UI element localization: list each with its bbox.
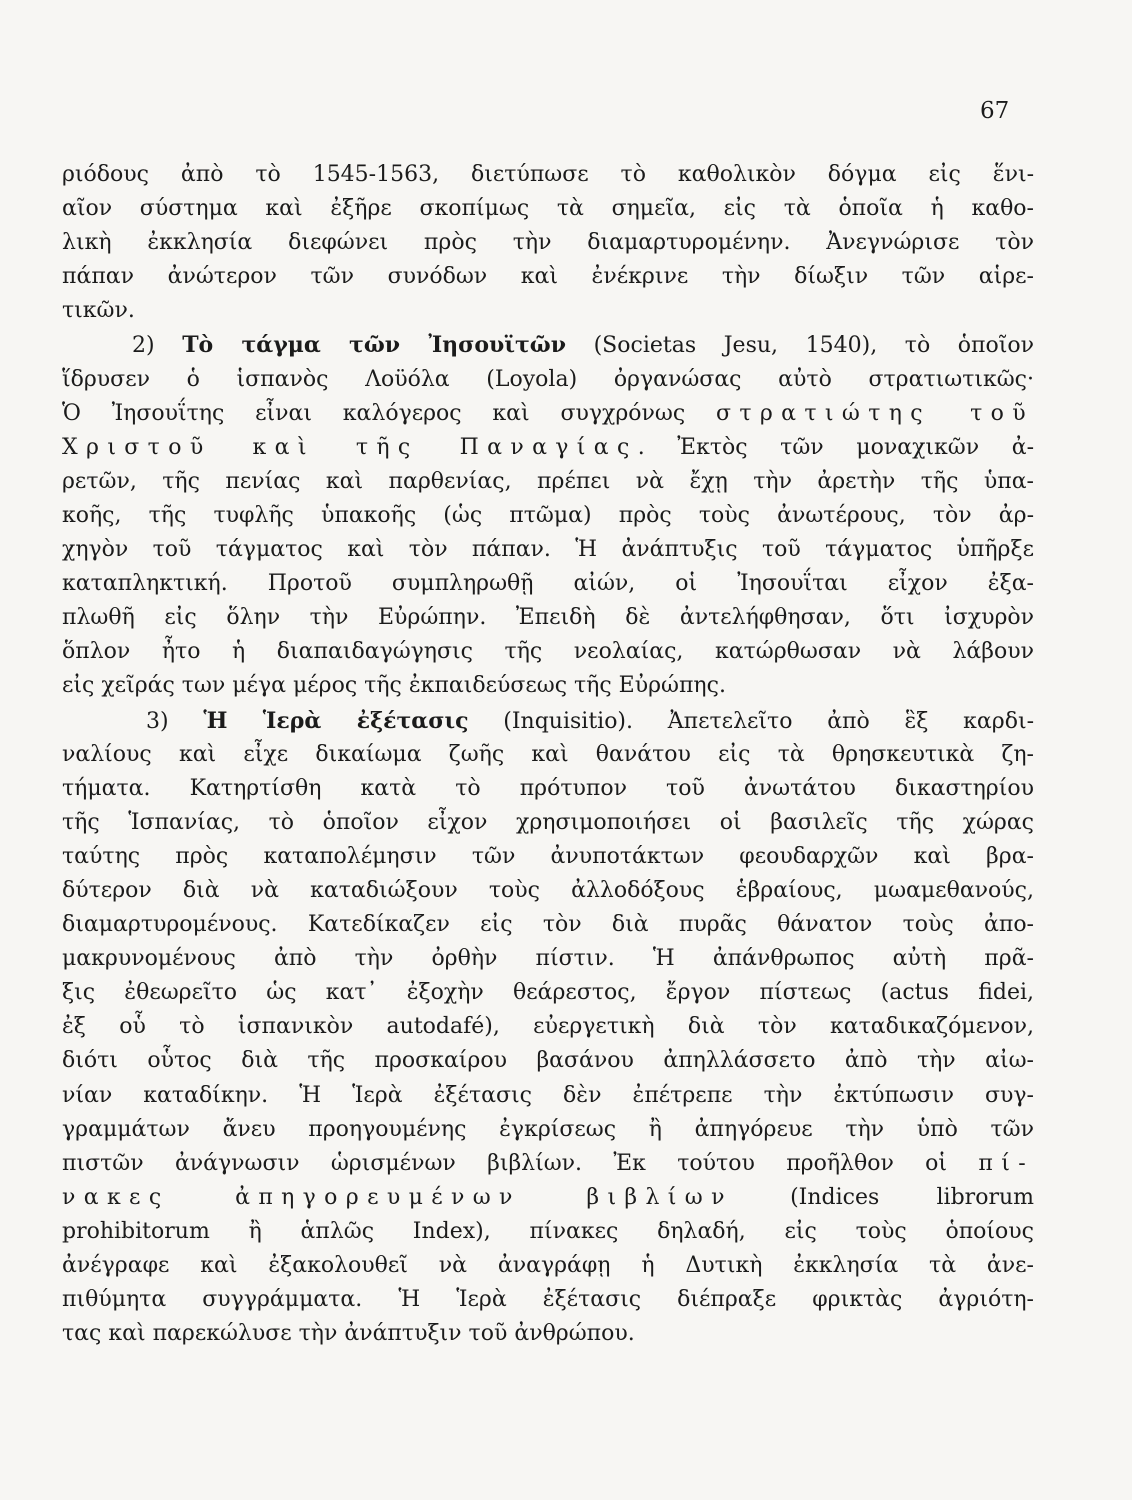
page-number: 67 (980, 98, 1010, 124)
text-line (62, 976, 1034, 1010)
text-line (62, 635, 1034, 669)
text-run: νίαν καταδίκην. Ἡ Ἱερὰ ἐξέτασις δὲν ἐπέτρεπε τὴν ἐκτύπωσιν συγ- (62, 1082, 1034, 1108)
text-line (62, 226, 1034, 260)
emphasized-text: Χριστοῦ καὶ τῆς Παναγίας (62, 434, 638, 460)
text-run: πλωθῆ εἰς ὅλην τὴν Εὐρώπην. Ἐπειδὴ δὲ ἀντελήφθησαν, ὅτι ἰσχυρὸν (62, 605, 1034, 631)
section-heading: Τὸ τάγμα τῶν Ἰησουϊτῶν (182, 332, 566, 359)
emphasized-text: νακες ἀπηγορευμένων βιβλίων (62, 1184, 733, 1210)
text-run: τήματα. Κατηρτίσθη κατὰ τὸ πρότυπον τοῦ ἀνωτάτου δικαστηρίου (62, 775, 1034, 801)
text-run: (Indices librorum (732, 1184, 1034, 1210)
text-line (62, 158, 1034, 192)
text-run: ναλίους καὶ εἶχε δικαίωμα ζωῆς καὶ θανάτου εἰς τὰ θρησκευτικὰ ζη- (62, 741, 1034, 767)
text-line (62, 499, 1034, 533)
text-run: διότι οὗτος διὰ τῆς προσκαίρου βασάνου ἀπηλλάσσετο ἀπὸ τὴν αἰω- (62, 1048, 1034, 1074)
text-line (62, 431, 1034, 465)
text-run: ταύτης πρὸς καταπολέμησιν τῶν ἀνυποτάκτων φεουδαρχῶν καὶ βρα- (62, 843, 1034, 869)
text-run: γραμμάτων ἄνευ προηγουμένης ἐγκρίσεως ἢ ἀπηγόρευε τὴν ὑπὸ τῶν (62, 1116, 1034, 1142)
text-run: δύτερον διὰ νὰ καταδιώξουν τοὺς ἀλλοδόξους ἑβραίους, μωαμεθανούς, (62, 877, 1034, 903)
text-run: τῆς Ἱσπανίας, τὸ ὁποῖον εἶχον χρησιμοποιήσει οἱ βασιλεῖς τῆς χώρας (62, 809, 1034, 835)
text-run: τας καὶ παρεκώλυσε τὴν ἀνάπτυξιν τοῦ ἀνθρώπου. (62, 1321, 635, 1347)
text-run: prohibitorum ἢ ἁπλῶς Index), πίνακες δηλαδή, εἰς τοὺς ὁποίους (62, 1218, 1034, 1244)
section-heading: Ἡ Ἱερὰ ἐξέτασις (203, 707, 469, 734)
text-run: ἐξ οὗ τὸ ἱσπανικὸν autodafé), εὐεργετικὴ διὰ τὸν καταδικαζόμενον, (62, 1014, 1034, 1040)
text-run: Ὁ Ἰησουΐτης εἶναι καλόγερος καὶ συγχρόνως (62, 400, 716, 426)
text-line (62, 704, 1034, 738)
text-line (62, 772, 1034, 806)
text-line (62, 192, 1034, 226)
text-run: ρετῶν, τῆς πενίας καὶ παρθενίας, πρέπει νὰ ἔχῃ τὴν ἀρετὴν τῆς ὑπα- (62, 468, 1034, 494)
emphasized-text: πί- (978, 1150, 1034, 1176)
text-run: κοῆς, τῆς τυφλῆς ὑπακοῆς (ὡς πτῶμα) πρὸς τοὺς ἀνωτέρους, τὸν ἀρ- (62, 502, 1034, 528)
text-line (62, 260, 1034, 294)
text-run: αῖον σύστημα καὶ ἐξῆρε σκοπίμως τὰ σημεῖα, εἰς τὰ ὁποῖα ἡ καθο- (62, 196, 1034, 222)
text-line (62, 1113, 1034, 1147)
text-line (62, 1044, 1034, 1078)
text-run: (Societas Jesu, 1540), τὸ ὁποῖον (566, 333, 1034, 359)
text-run: 2) (132, 333, 183, 359)
text-run: ἀνέγραφε καὶ ἐξακολουθεῖ νὰ ἀναγράφῃ ἡ Δυτικὴ ἐκκλησία τὰ ἀνε- (62, 1253, 1034, 1278)
text-run: ξις ἐθεωρεῖτο ὡς κατ᾽ ἐξοχὴν θεάρεστος, ἔργον πίστεως (actus fidei, (62, 980, 1034, 1006)
text-run: εἰς χεῖράς των μέγα μέρος τῆς ἐκπαιδεύσεως τῆς Εὐρώπης. (62, 673, 726, 699)
text-line (62, 533, 1034, 567)
text-line (62, 1147, 1034, 1181)
text-line (62, 1317, 1034, 1351)
text-run: πιθύμητα συγγράμματα. Ἡ Ἱερὰ ἐξέτασις διέπραξε φρικτὰς ἀγριότη- (62, 1287, 1034, 1313)
text-line (62, 567, 1034, 601)
text-run: ἵδρυσεν ὁ ἱσπανὸς Λοϋόλα (Loyola) ὀργανώσας αὐτὸ στρατιωτικῶς· (62, 366, 1034, 392)
text-run: . Ἐκτὸς τῶν μοναχικῶν ἀ- (637, 434, 1035, 460)
text-line (62, 1010, 1034, 1044)
text-run: χηγὸν τοῦ τάγματος καὶ τὸν πάπαν. Ἡ ἀνάπτυξις τοῦ τάγματος ὑπῆρξε (62, 537, 1034, 563)
text-line (62, 840, 1034, 874)
text-run: (Inquisitio). Ἀπετελεῖτο ἀπὸ ἓξ καρδι- (468, 708, 1034, 734)
text-line (62, 738, 1034, 772)
text-line (62, 601, 1034, 635)
emphasized-text: στρατιώτης τοῦ (715, 400, 1034, 426)
text-run: μακρυνομένους ἀπὸ τὴν ὀρθὴν πίστιν. Ἡ ἀπάνθρωπος αὐτὴ πρᾶ- (62, 946, 1034, 972)
text-run: ριόδους ἀπὸ τὸ 1545-1563, διετύπωσε τὸ καθολικὸν δόγμα εἰς ἕνι- (62, 162, 1034, 187)
text-run: πάπαν ἀνώτερον τῶν συνόδων καὶ ἐνέκρινε τὴν δίωξιν τῶν αἱρε- (62, 264, 1034, 290)
text-line (62, 874, 1034, 908)
text-line (62, 1181, 1034, 1215)
text-line (62, 1215, 1034, 1249)
text-body (62, 158, 1034, 1351)
text-run: καταπληκτική. Προτοῦ συμπληρωθῇ αἰών, οἱ Ἰησουΐται εἶχον ἐξα- (62, 571, 1034, 597)
text-line (62, 294, 1034, 328)
text-line (62, 806, 1034, 840)
text-line (62, 465, 1034, 499)
text-line (62, 1249, 1034, 1283)
text-run: τικῶν. (62, 298, 135, 324)
text-line (62, 669, 1034, 703)
text-line (62, 1283, 1034, 1317)
text-line (62, 363, 1034, 397)
text-run: ὅπλον ἦτο ἡ διαπαιδαγώγησις τῆς νεολαίας, κατώρθωσαν νὰ λάβουν (62, 639, 1034, 665)
text-line (62, 942, 1034, 976)
text-run: λικὴ ἐκκλησία διεφώνει πρὸς τὴν διαμαρτυρομένην. Ἀνεγνώρισε τὸν (62, 230, 1034, 256)
text-run: πιστῶν ἀνάγνωσιν ὡρισμένων βιβλίων. Ἐκ τούτου προῆλθον οἱ (62, 1150, 979, 1176)
text-run: διαμαρτυρομένους. Κατεδίκαζεν εἰς τὸν διὰ πυρᾶς θάνατον τοὺς ἀπο- (62, 912, 1034, 938)
text-line (62, 397, 1034, 431)
text-line (62, 328, 1034, 362)
text-line (62, 908, 1034, 942)
text-line (62, 1079, 1034, 1113)
text-run: 3) (146, 708, 204, 734)
